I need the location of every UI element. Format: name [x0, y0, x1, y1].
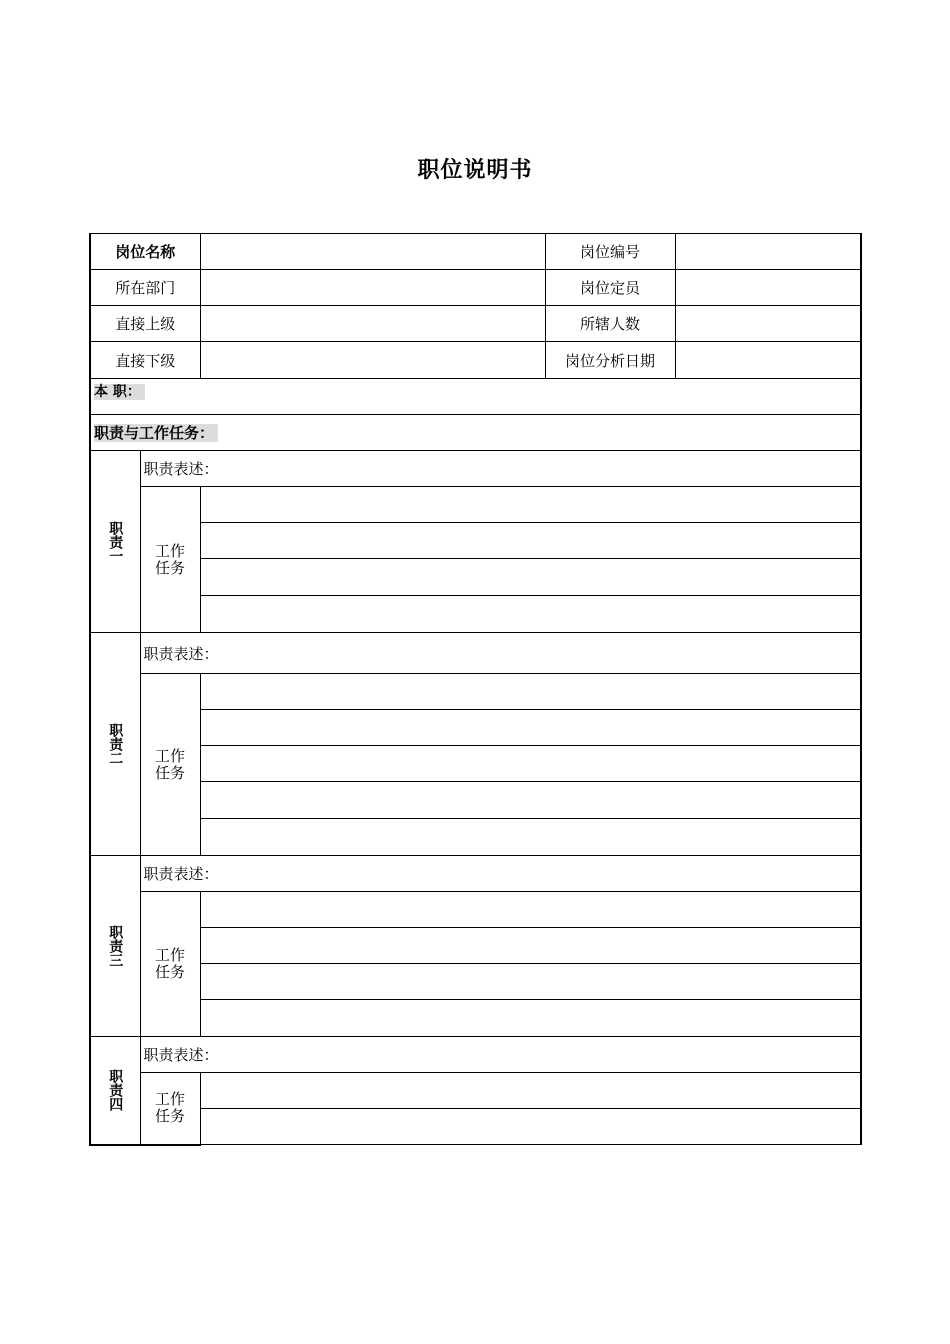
duty-4-task-2[interactable] [200, 1109, 861, 1145]
duties-header-cell [90, 415, 861, 451]
duty-3-task-row [90, 964, 861, 1000]
benzhi-row [90, 379, 861, 415]
duty-2-name-cell [90, 633, 140, 856]
task-label-line2: 任务 [155, 1107, 186, 1126]
header-value-analysis-date[interactable] [675, 342, 861, 379]
header-row [90, 234, 861, 270]
duty-1-task-2[interactable] [200, 523, 861, 559]
header-label-department: 所在部门 [90, 270, 200, 306]
page-title: 职位说明书 [417, 157, 533, 183]
duty-2-description[interactable] [140, 633, 861, 674]
duty-3-task-2[interactable] [200, 928, 861, 964]
header-value-subordinate-count[interactable] [675, 306, 861, 342]
task-label-line1: 工作 [155, 1090, 186, 1109]
duty-3-description[interactable] [140, 856, 861, 892]
header-label-direct-superior: 直接上级 [90, 306, 200, 342]
task-label-line2: 任务 [155, 763, 186, 782]
header-value-direct-superior[interactable] [200, 306, 545, 342]
duty-2-task-row [90, 782, 861, 819]
header-label-analysis-date: 岗位分析日期 [545, 342, 675, 379]
duty-2-name: 职责二 [107, 723, 124, 765]
duty-1-task-4[interactable] [200, 596, 861, 633]
benzhi-cell[interactable] [90, 379, 861, 415]
duty-3-task-label [140, 892, 200, 1037]
duty-2-task-row [90, 674, 861, 710]
duty-3-task-row [90, 928, 861, 964]
duty-2-task-row [90, 710, 861, 746]
duty-4-task-1[interactable] [200, 1073, 861, 1109]
duty-1-task-label [140, 487, 200, 633]
header-value-direct-subordinate[interactable] [200, 342, 545, 379]
duty-3-task-row [90, 892, 861, 928]
duty-1-task-row [90, 559, 861, 596]
benzhi-label: 本 职： [94, 384, 145, 400]
duty-1-name-cell [90, 451, 140, 633]
duty-1-name: 职责一 [107, 520, 124, 563]
job-description-form [89, 233, 862, 1146]
duty-4-task-label [140, 1073, 200, 1145]
header-value-position-code[interactable] [675, 234, 861, 270]
header-value-headcount[interactable] [675, 270, 861, 306]
duty-2-task-3[interactable] [200, 746, 861, 782]
duty-description-label: 职责表述： [143, 865, 219, 883]
duty-2-task-4[interactable] [200, 782, 861, 819]
duty-3-task-3[interactable] [200, 964, 861, 1000]
task-label-line2: 任务 [155, 963, 186, 981]
duty-2-task-1[interactable] [200, 674, 861, 710]
header-label-headcount: 岗位定员 [545, 270, 675, 306]
duty-1-task-row [90, 523, 861, 559]
header-row [90, 306, 861, 342]
duty-4-task-row [90, 1073, 861, 1109]
duty-3-name-cell [90, 856, 140, 1037]
duty-4-name: 职责四 [107, 1069, 124, 1112]
duty-3-task-4[interactable] [200, 1000, 861, 1037]
task-label-line1: 工作 [155, 746, 186, 765]
duty-4-name-cell [90, 1037, 140, 1145]
duty-4-description[interactable] [140, 1037, 861, 1073]
duty-2-task-row [90, 819, 861, 856]
header-label-position-name: 岗位名称 [90, 234, 200, 270]
header-value-position-name[interactable] [200, 234, 545, 270]
duty-description-label: 职责表述： [143, 460, 219, 478]
duty-1-task-row [90, 596, 861, 633]
duties-header-row [90, 415, 861, 451]
duty-1-task-3[interactable] [200, 559, 861, 596]
task-label-line2: 任务 [155, 558, 186, 577]
duty-1-task-row [90, 487, 861, 523]
duty-3-name: 职责三 [107, 925, 124, 967]
duty-description-label: 职责表述： [143, 1046, 219, 1064]
duty-2-task-2[interactable] [200, 710, 861, 746]
duty-2-task-row [90, 746, 861, 782]
duty-4-description-row [90, 1037, 861, 1073]
duty-2-task-label [140, 674, 200, 856]
duty-3-task-row [90, 1000, 861, 1037]
header-value-department[interactable] [200, 270, 545, 306]
duty-1-task-1[interactable] [200, 487, 861, 523]
duty-3-task-1[interactable] [200, 892, 861, 928]
duties-header-label: 职责与工作任务： [94, 424, 218, 442]
duty-1-description-row [90, 451, 861, 487]
duty-3-description-row [90, 856, 861, 892]
duty-4-task-row [90, 1109, 861, 1145]
duty-2-task-5[interactable] [200, 819, 861, 856]
task-label-line1: 工作 [155, 946, 186, 964]
header-label-position-code: 岗位编号 [545, 234, 675, 270]
duty-1-description[interactable] [140, 451, 861, 487]
header-row [90, 270, 861, 306]
header-label-direct-subordinate: 直接下级 [90, 342, 200, 379]
task-label-line1: 工作 [155, 541, 186, 560]
header-row [90, 342, 861, 379]
duty-2-description-row [90, 633, 861, 674]
header-label-subordinate-count: 所辖人数 [545, 306, 675, 342]
duty-description-label: 职责表述： [143, 644, 219, 663]
